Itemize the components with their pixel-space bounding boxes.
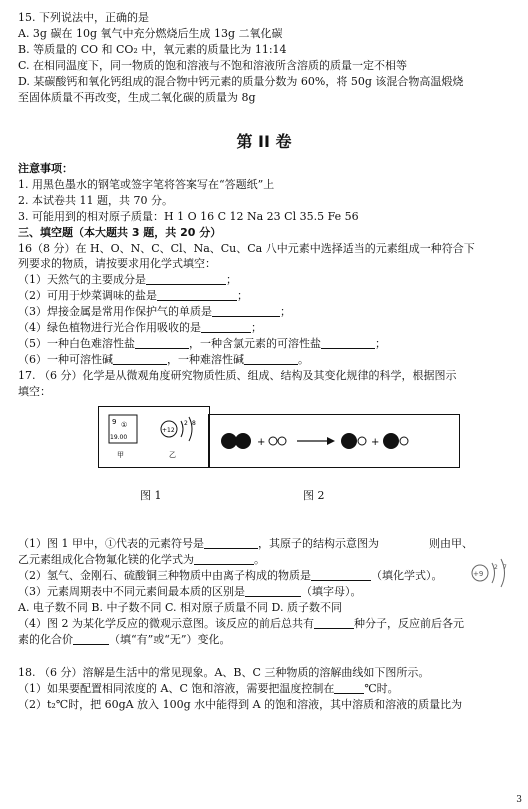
- q17-stem-line1: 17. （6 分）化学是从微观角度研究物质性质、组成、结构及其变化规律的科学，根据图示: [18, 369, 457, 382]
- molecule-atom: [269, 437, 277, 445]
- nuclear-charge: +12: [162, 426, 175, 434]
- q17-stem-line2: 填空：: [18, 384, 51, 398]
- notes-heading: 注意事项：: [18, 161, 73, 175]
- q16-item-1: （1）天然气的主要成分是 ；: [18, 273, 237, 287]
- answer-blank[interactable]: [113, 353, 167, 365]
- plus-sign: +: [371, 436, 380, 448]
- molecule-atom: [383, 433, 399, 449]
- molecule-atom: [341, 433, 357, 449]
- svg-text:7: 7: [503, 564, 507, 571]
- figure-row: [18, 406, 510, 496]
- figure-2: [208, 414, 460, 468]
- answer-blank[interactable]: [244, 353, 298, 365]
- answer-blank[interactable]: [212, 305, 280, 317]
- label-yi: 乙: [169, 450, 176, 459]
- molecule-atom: [278, 437, 286, 445]
- molecule-atom: [221, 433, 237, 449]
- reaction-arrowhead: [327, 437, 335, 445]
- atomic-mass: 19.00: [110, 433, 128, 441]
- q16-item-2: （2）可用于炒菜调味的盐是 ；: [18, 289, 248, 303]
- answer-blank[interactable]: [334, 682, 364, 694]
- answer-blank[interactable]: [135, 337, 189, 349]
- q17-item-3-options: A. 电子数不同 B. 中子数不同 C. 相对原子质量不同 D. 质子数不同: [18, 600, 342, 614]
- section-title: 第 II 卷: [236, 131, 292, 151]
- figure-captions: [18, 488, 510, 506]
- q17-item-3: （3）元素周期表中不同元素间最本质的区别是 （填字母）。: [18, 584, 362, 598]
- plus-sign: +: [257, 436, 266, 448]
- molecule-atom: [400, 437, 408, 445]
- q16-stem-line2: 列要求的物质，请按要求用化学式填空：: [18, 257, 216, 271]
- q18-item-1: （1）如果要配置相同浓度的 A、C 饱和溶液，需要把温度控制在 ℃时。: [18, 682, 399, 696]
- answer-blank[interactable]: [157, 289, 237, 301]
- q15-option-d-line1: D. 某碳酸钙和氧化钙组成的混合物中钙元素的质量分数为 60%，将 50g 该混合物高温煅烧: [18, 74, 464, 88]
- page-number: 3: [516, 794, 522, 805]
- atomic-number: 9: [112, 417, 117, 426]
- svg-text:2: 2: [184, 419, 188, 427]
- q17-item-1-line1: （1）图 1 甲中，①代表的元素符号是 ，其原子的结构示意图为 则由甲、: [18, 536, 473, 550]
- svg-text:8: 8: [192, 419, 196, 427]
- q16-item-3: （3）焊接金属是常用作保护气的单质是 ；: [18, 305, 291, 319]
- marker-circle-1: ①: [121, 420, 128, 429]
- label-jia: 甲: [117, 450, 124, 459]
- q15-option-b: B. 等质量的 CO 和 CO₂ 中，氧元素的质量比为 11:14: [18, 42, 287, 56]
- molecule-atom: [235, 433, 251, 449]
- q16-item-4: （4）绿色植物进行光合作用吸收的是 ；: [18, 321, 262, 335]
- note-1: 1. 用黑色墨水的钢笔或签字笔将答案写在“答题纸”上: [18, 177, 275, 191]
- q16-item-6: （6）一种可溶性碱 ，一种难溶性碱 。: [18, 353, 309, 367]
- molecule-atom: [358, 437, 366, 445]
- q15-option-c: C. 在相同温度下，同一物质的饱和溶液与不饱和溶液所含溶质的质量一定不相等: [18, 58, 408, 72]
- figure-1-caption: 图 1: [140, 488, 162, 502]
- answer-blank[interactable]: [201, 321, 251, 333]
- electron-shell-1: [181, 421, 183, 437]
- answer-blank[interactable]: [204, 537, 258, 549]
- q17-item-4-line1: （4）图 2 为某化学反应的微观示意图。该反应的前后总共有 种分子，反应前后各元: [18, 616, 464, 630]
- part3-heading: 三、填空题（本大题共 3 题，共 20 分）: [18, 225, 222, 239]
- figure-1: [98, 406, 210, 468]
- svg-text:+9: +9: [473, 570, 484, 578]
- answer-blank[interactable]: [314, 617, 354, 629]
- q15-option-a: A. 3g 碳在 10g 氧气中充分燃烧后生成 13g 二氧化碳: [18, 26, 283, 40]
- figure-1-graphic: [99, 407, 209, 467]
- exam-page: [18, 10, 510, 713]
- answer-blank[interactable]: [73, 633, 109, 645]
- figure-2-caption: 图 2: [303, 488, 325, 502]
- figure-2-graphic: [209, 415, 459, 467]
- note-2: 2. 本试卷共 11 题，共 70 分。: [18, 193, 173, 207]
- q17-item-1-line2: 乙元素组成化合物氟化镁的化学式为 。: [18, 552, 265, 566]
- q15-stem: 15. 下列说法中，正确的是: [18, 11, 149, 24]
- q16-stem-line1: 16（8 分）在 H、O、N、C、Cl、Na、Cu、Ca 八中元素中选择适当的元素组成一种符合下: [18, 241, 475, 255]
- svg-text:2: 2: [494, 564, 498, 571]
- q18-item-2: （2）t₂℃时，把 60gA 放入 100g 水中能得到 A 的饱和溶液，其中溶质和溶液的质量比为: [18, 698, 463, 712]
- fluorine-atom-diagram: [468, 555, 518, 591]
- answer-blank[interactable]: [321, 337, 375, 349]
- q17-item-2: （2）氢气、金刚石、硫酸铜三种物质中由离子构成的物质是 （填化学式）。: [18, 568, 443, 582]
- q17-item-4-line2: 素的化合价 （填“有”或“无”）变化。: [18, 632, 231, 646]
- q18-stem: 18. （6 分）溶解是生活中的常见现象。A、B、C 三种物质的溶解曲线如下图所示。: [18, 666, 430, 680]
- q16-item-5: （5）一种白色难溶性盐 ，一种含氯元素的可溶性盐 ；: [18, 337, 386, 351]
- q15-option-d-line2: 至固体质量不再改变，生成二氧化碳的质量为 8g: [18, 90, 256, 104]
- answer-blank[interactable]: [194, 553, 254, 565]
- note-3: 3. 可能用到的相对原子质量：H 1 O 16 C 12 Na 23 Cl 35.5 Fe 56: [18, 209, 359, 223]
- answer-blank[interactable]: [146, 273, 226, 285]
- answer-blank[interactable]: [311, 569, 371, 581]
- answer-blank[interactable]: [245, 585, 301, 597]
